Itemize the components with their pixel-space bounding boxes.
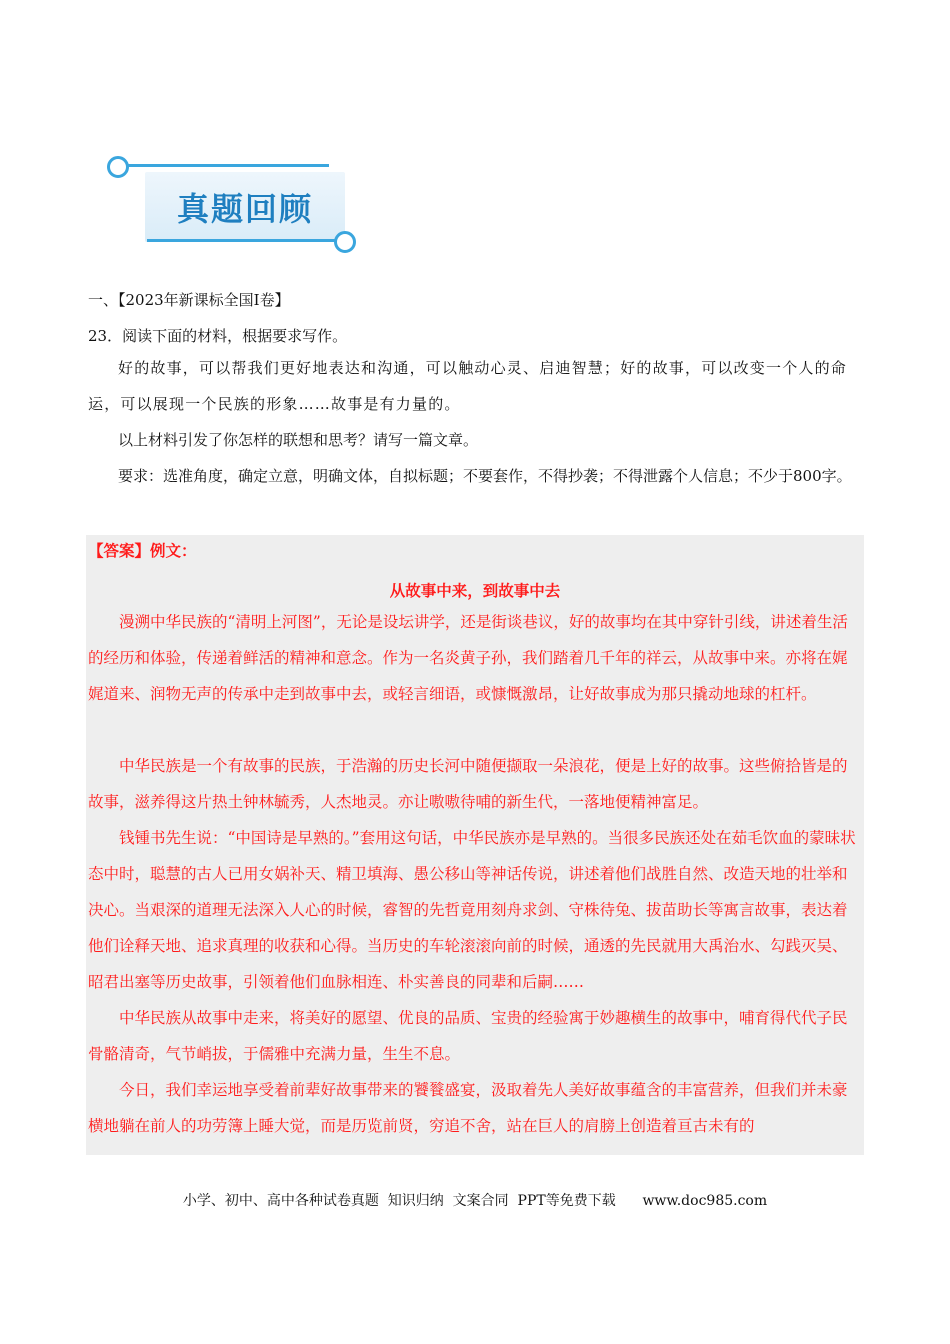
- question-requirements: 要求：选准角度，确定立意，明确文体，自拟标题；不要套作，不得抄袭；不得泄露个人信息；不少于800字。: [118, 467, 852, 485]
- question-prompt: 23．阅读下面的材料，根据要求写作。: [88, 327, 348, 345]
- essay-title: 从故事中来，到故事中去: [389, 581, 561, 600]
- essay-paragraph: 今日，我们幸运地享受着前辈好故事带来的饕餮盛宴，汲取着先人美好故事蕴含的丰富营养，但我们并未豪横地躺在前人的功劳簿上睡大觉，而是历览前贤，穷追不舍，站在巨人的肩膀上创造着亘古未有的: [88, 1081, 848, 1135]
- banner-title: 真题回顾: [176, 190, 313, 228]
- essay-paragraph: 钱锺书先生说：“中国诗是早熟的。”套用这句话，中华民族亦是早熟的。当很多民族还处在茹毛饮血的蒙昧状态中时，聪慧的古人已用女娲补天、精卫填海、愚公移山等神话传说，讲述着他们战胜自然、改造天地的壮举和决心。当艰深的道理无法深入人心的时候，睿智的先哲竟用刻舟求剑、守株待兔、拔苗助长等寓言故事，表达着他们诠释天地、追求真理的收获和心得。当历史的车轮滚滚向前的时候，通透的先民就用大禹治水、勾践灭吴、昭君出塞等历史故事，引领着他们血脉相连、朴实善良的同辈和后嗣……: [88, 829, 856, 991]
- page-footer: 小学、初中、高中各种试卷真题 知识归纳 文案合同 PPT等免费下载 www.doc985.com: [182, 1193, 768, 1209]
- essay-paragraph: 中华民族从故事中走来，将美好的愿望、优良的品质、宝贵的经验寓于妙趣横生的故事中，哺育得代代子民骨骼清奇，气节峭拔，于儒雅中充满力量，生生不息。: [88, 1009, 848, 1063]
- banner-left-ring-icon: [107, 156, 129, 178]
- question-task: 以上材料引发了你怎样的联想和思考？请写一篇文章。: [118, 431, 479, 449]
- section-banner: [107, 150, 369, 260]
- banner-top-line: [123, 164, 329, 167]
- answer-label: 【答案】例文：: [88, 541, 197, 560]
- essay-paragraph: 中华民族是一个有故事的民族，于浩瀚的历史长河中随便撷取一朵浪花，便是上好的故事。这些俯拾皆是的故事，滋养得这片热土钟林毓秀，人杰地灵。亦让嗷嗷待哺的新生代，一落地便精神富足。: [88, 757, 848, 811]
- essay-paragraph: 漫溯中华民族的“清明上河图”，无论是设坛讲学，还是街谈巷议，好的故事均在其中穿针引线，讲述着生活的经历和体验，传递着鲜活的精神和意念。作为一名炎黄子孙，我们踏着几千年的祥云，从故事中来。亦将在娓娓道来、润物无声的传承中走到故事中去，或轻言细语，或慷慨激昂，让好故事成为那只撬动地球的杠杆。: [88, 613, 848, 703]
- question-source: 一、【2023年新课标全国Ⅰ卷】: [88, 291, 290, 309]
- banner-right-ring-icon: [334, 231, 356, 253]
- banner-bottom-line: [147, 239, 343, 242]
- question-material: 好的故事，可以帮我们更好地表达和沟通，可以触动心灵、启迪智慧；好的故事，可以改变一个人的命运，可以展现一个民族的形象……故事是有力量的。: [88, 359, 848, 413]
